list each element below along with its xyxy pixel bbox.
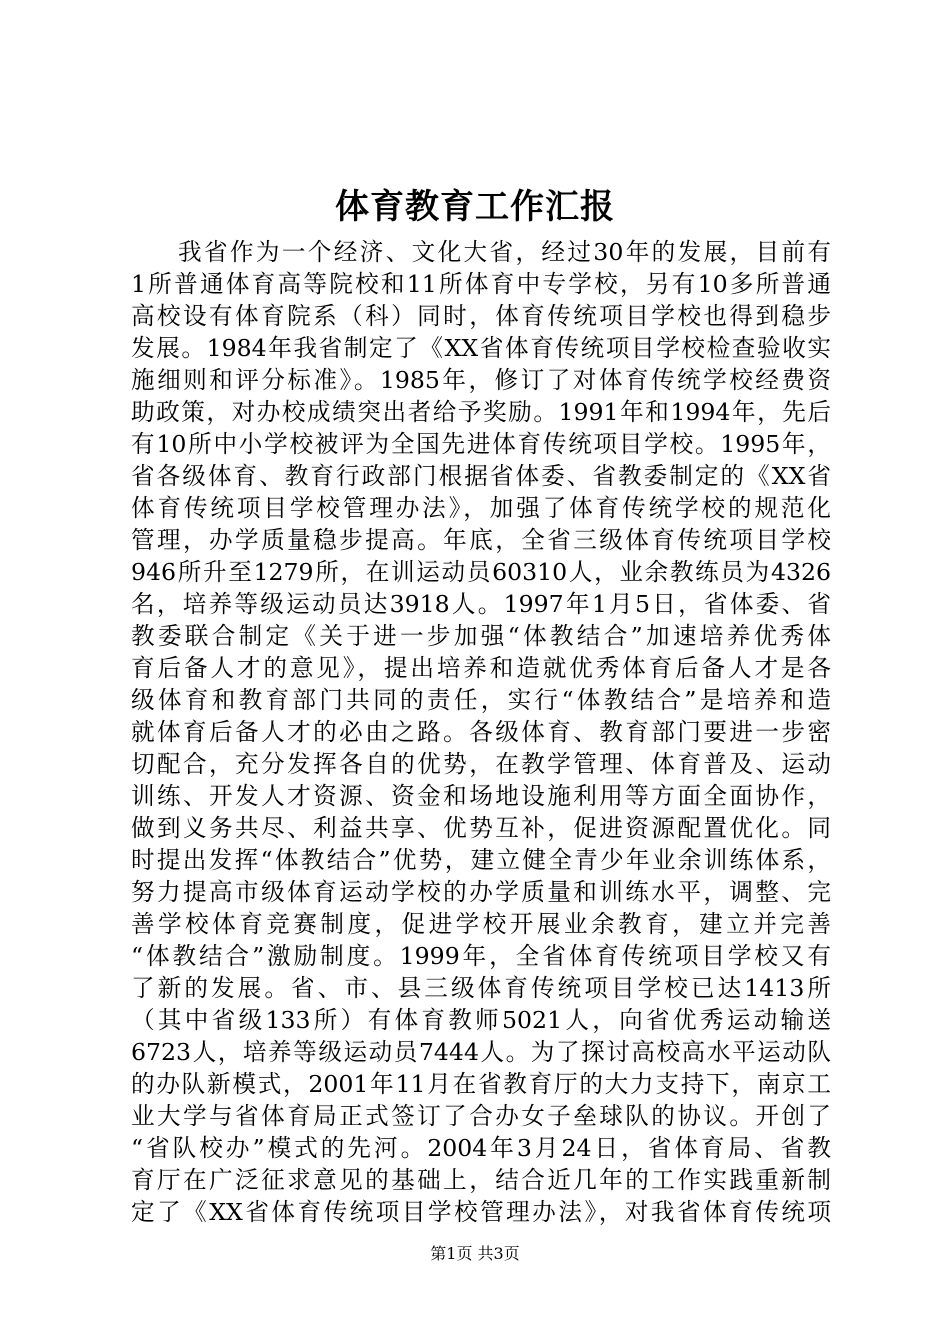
body-line: 努力提高市级体育运动学校的办学质量和训练水平，调整、完: [131, 878, 831, 906]
body-line: 级体育和教育部门共同的责任，实行“体教结合”是培养和造: [131, 686, 831, 714]
body-line: 教委联合制定《关于进一步加强“体教结合”加速培养优秀体: [131, 622, 831, 650]
body-line: 1所普通体育高等院校和11所体育中专学校，另有10多所普通: [131, 270, 831, 298]
body-line: 做到义务共尽、利益共享、优势互补，促进资源配置优化。同: [131, 814, 831, 842]
body-line: 的办队新模式，2001年11月在省教育厅的大力支持下，南京工: [131, 1070, 831, 1098]
body-line: 体育传统项目学校管理办法》，加强了体育传统学校的规范化: [131, 494, 831, 522]
body-line: 施细则和评分标准》。1985年，修订了对体育传统学校经费资: [131, 366, 831, 394]
body-line: 我省作为一个经济、文化大省，经过30年的发展，目前有: [178, 238, 831, 266]
body-line: 助政策，对办校成绩突出者给予奖励。1991年和1994年，先后: [131, 398, 831, 426]
body-line: 切配合，充分发挥各自的优势，在教学管理、体育普及、运动: [131, 750, 831, 778]
body-line: 管理，办学质量稳步提高。年底，全省三级体育传统项目学校: [131, 526, 831, 554]
body-line: 善学校体育竞赛制度，促进学校开展业余教育，建立并完善: [131, 910, 831, 938]
body-line: 发展。1984年我省制定了《XX省体育传统项目学校检查验收实: [131, 334, 831, 362]
body-line: 946所升至1279所，在训运动员60310人，业余教练员为4326: [131, 558, 831, 586]
body-line: 有10所中小学校被评为全国先进体育传统项目学校。1995年，: [131, 430, 831, 458]
page-number-footer: 第1页 共3页: [430, 1244, 520, 1263]
body-line: 训练、开发人才资源、资金和场地设施利用等方面全面协作，: [131, 782, 831, 810]
body-line: 时提出发挥“体教结合”优势，建立健全青少年业余训练体系，: [131, 846, 831, 874]
body-line: “体教结合”激励制度。1999年，全省体育传统项目学校又有: [131, 942, 831, 970]
body-line: 就体育后备人才的必由之路。各级体育、教育部门要进一步密: [131, 718, 831, 746]
body-line: 育厅在广泛征求意见的基础上，结合近几年的工作实践重新制: [131, 1166, 831, 1194]
body-line: 了新的发展。省、市、县三级体育传统项目学校已达1413所: [131, 974, 831, 1002]
body-line: 名，培养等级运动员达3918人。1997年1月5日，省体委、省: [131, 590, 831, 618]
body-line: 6723人，培养等级运动员7444人。为了探讨高校高水平运动队: [131, 1038, 831, 1066]
body-line: “省队校办”模式的先河。2004年3月24日，省体育局、省教: [131, 1134, 831, 1162]
body-line: 育后备人才的意见》，提出培养和造就优秀体育后备人才是各: [131, 654, 831, 682]
body-line: 省各级体育、教育行政部门根据省体委、省教委制定的《XX省: [131, 462, 831, 490]
document-body: [131, 236, 831, 1228]
body-line: 业大学与省体育局正式签订了合办女子垒球队的协议。开创了: [131, 1102, 831, 1130]
body-line: 定了《XX省体育传统项目学校管理办法》，对我省体育传统项: [131, 1198, 831, 1226]
body-line: 高校设有体育院系（科）同时，体育传统项目学校也得到稳步: [131, 302, 831, 330]
document-title: 体育教育工作汇报: [335, 187, 615, 227]
body-line: （其中省级133所）有体育教师5021人，向省优秀运动输送: [131, 1006, 831, 1034]
